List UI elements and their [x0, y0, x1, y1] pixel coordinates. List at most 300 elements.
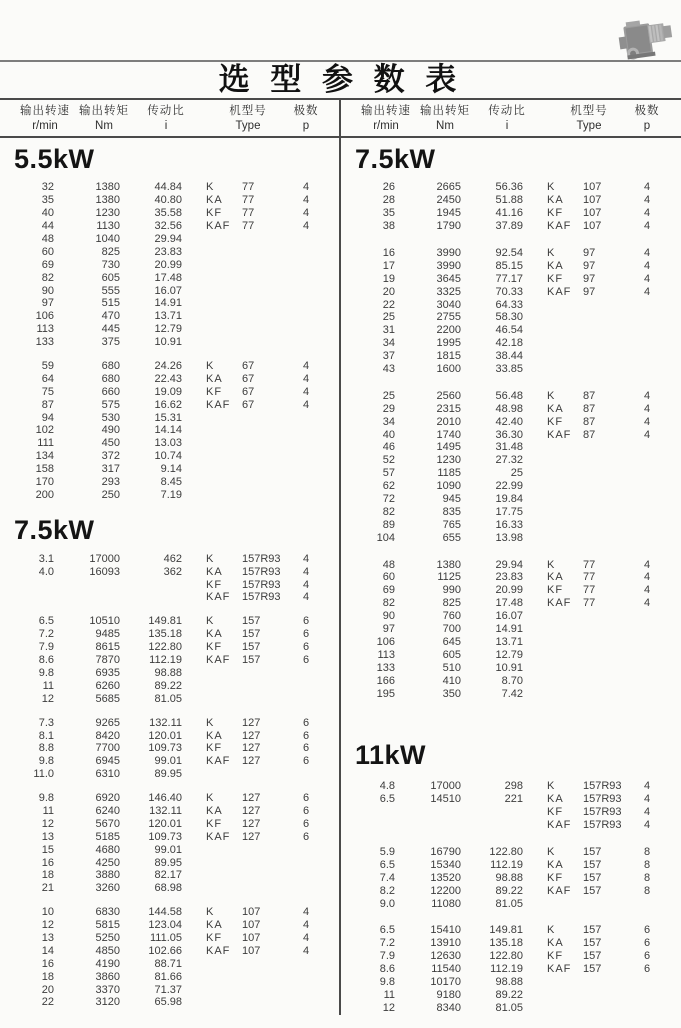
table-row: [355, 247, 681, 260]
cell-output-torque: 1600: [436, 363, 461, 376]
cell-ratio: 132.11: [149, 804, 182, 817]
cell-output-speed: 9.8: [38, 666, 54, 679]
cell-output-speed: 57: [382, 467, 395, 480]
cell-output-torque: 8615: [95, 641, 120, 654]
table-row: [355, 884, 681, 897]
cell-type-model: 157: [583, 950, 602, 963]
cell-ratio: 132.11: [149, 716, 182, 729]
cell-output-speed: 9.8: [38, 792, 54, 805]
cell-output-torque: 3370: [95, 983, 120, 996]
column-header-zh: 输出转矩: [79, 105, 129, 117]
cell-output-speed: 8.6: [379, 963, 395, 976]
cell-ratio: 122.80: [489, 845, 523, 858]
cell-ratio: 22.43: [154, 372, 182, 385]
data-column-right: [341, 138, 681, 1028]
cell-output-speed: 111: [37, 437, 54, 450]
table-row: [14, 258, 340, 271]
table-row: [14, 271, 340, 284]
cell-poles: 6: [302, 792, 310, 805]
cell-output-speed: 6.5: [379, 793, 395, 806]
cell-type-model: 77: [583, 558, 596, 571]
cell-poles: 6: [643, 950, 651, 963]
cell-output-speed: 69: [382, 584, 395, 597]
cell-type-prefix: K: [206, 906, 215, 919]
cell-type-prefix: KAF: [206, 654, 231, 667]
cell-type-prefix: KF: [547, 950, 564, 963]
cell-ratio: 44.84: [154, 181, 182, 194]
cell-ratio: 14.91: [495, 623, 523, 636]
table-row: [355, 897, 681, 910]
cell-type-model: 77: [242, 194, 255, 207]
cell-type-model: 97: [583, 259, 596, 272]
cell-output-torque: 350: [442, 687, 461, 700]
table-row: [14, 944, 340, 957]
table-row: [14, 591, 340, 604]
cell-type-model: 77: [242, 207, 255, 220]
cell-ratio: 99.01: [154, 755, 182, 768]
data-block: [14, 792, 340, 895]
cell-ratio: 135.18: [148, 628, 182, 641]
cell-type-prefix: KAF: [206, 398, 231, 411]
cell-ratio: 149.81: [489, 924, 523, 937]
cell-ratio: 68.98: [154, 882, 182, 895]
table-row: [14, 792, 340, 805]
cell-type-prefix: K: [547, 247, 556, 259]
cell-ratio: 46.54: [495, 324, 523, 337]
cell-output-torque: 9180: [436, 988, 461, 1001]
table-row: [14, 843, 340, 856]
cell-type-prefix: KF: [206, 742, 223, 755]
table-row: [14, 882, 340, 895]
table-row: [355, 780, 681, 793]
cell-type-model: 157: [242, 628, 261, 641]
cell-output-torque: 3645: [436, 272, 461, 285]
cell-output-speed: 62: [382, 480, 395, 493]
cell-output-speed: 38: [382, 220, 395, 233]
column-header-unit: r/min: [373, 120, 399, 132]
table-row: [355, 793, 681, 806]
column-header-zh: 输出转矩: [420, 105, 470, 117]
cell-ratio: 29.94: [154, 233, 182, 245]
cell-output-speed: 60: [41, 245, 54, 258]
cell-type-model: 107: [583, 220, 602, 233]
table-row: [355, 441, 681, 454]
table-row: [14, 578, 340, 591]
cell-type-model: 97: [583, 247, 596, 259]
column-header-zh: 传动比: [147, 105, 185, 117]
cell-type-model: 157: [583, 963, 602, 976]
cell-output-speed: 16: [41, 856, 54, 869]
table-row: [355, 648, 681, 661]
cell-ratio: 135.18: [489, 937, 523, 950]
cell-output-speed: 60: [382, 571, 395, 584]
cell-output-torque: 1495: [436, 441, 461, 454]
table-row: [14, 385, 340, 398]
cell-type-model: 127: [242, 755, 261, 768]
table-row: [355, 285, 681, 298]
cell-output-torque: 12200: [430, 884, 461, 897]
table-row: [14, 360, 340, 373]
cell-output-speed: 106: [376, 635, 395, 648]
cell-output-torque: 317: [101, 463, 120, 476]
cell-ratio: 144.58: [148, 906, 182, 919]
cell-output-torque: 510: [442, 661, 461, 674]
data-block: [355, 389, 681, 544]
cell-output-torque: 3120: [95, 996, 120, 1009]
cell-output-torque: 3990: [436, 247, 461, 259]
table-row: [355, 858, 681, 871]
table-row: [14, 398, 340, 411]
cell-output-torque: 375: [101, 336, 120, 349]
cell-ratio: 19.09: [154, 385, 182, 398]
cell-output-torque: 490: [101, 424, 120, 437]
table-row: [14, 768, 340, 781]
cell-output-torque: 3040: [436, 298, 461, 311]
table-row: [14, 450, 340, 463]
cell-type-model: 157: [583, 871, 602, 884]
cell-output-torque: 835: [442, 505, 461, 518]
cell-ratio: 109.73: [148, 742, 182, 755]
table-row: [355, 415, 681, 428]
cell-output-speed: 19: [382, 272, 395, 285]
cell-ratio: 89.95: [154, 856, 182, 869]
cell-poles: 4: [643, 597, 651, 610]
cell-poles: 4: [643, 272, 651, 285]
cell-poles: 4: [643, 247, 651, 259]
cell-output-torque: 760: [442, 610, 461, 623]
cell-ratio: 32.56: [154, 220, 182, 233]
cell-output-torque: 6260: [95, 679, 120, 692]
cell-output-speed: 113: [377, 648, 395, 661]
table-row: [355, 871, 681, 884]
cell-output-torque: 17000: [430, 780, 461, 793]
cell-output-torque: 1995: [436, 337, 461, 350]
cell-type-model: 127: [242, 729, 261, 742]
cell-type-prefix: KA: [547, 259, 564, 272]
cell-ratio: 17.75: [495, 505, 523, 518]
cell-output-speed: 46: [382, 441, 395, 454]
cell-ratio: 88.71: [154, 957, 182, 970]
column-headers-left: [0, 102, 340, 136]
cell-output-torque: 15410: [430, 924, 461, 937]
cell-type-model: 107: [242, 944, 261, 957]
cell-output-speed: 87: [41, 398, 54, 411]
cell-output-speed: 17: [382, 259, 395, 272]
cell-output-speed: 13: [41, 931, 54, 944]
table-row: [355, 988, 681, 1001]
cell-ratio: 31.48: [495, 441, 523, 454]
table-row: [14, 742, 340, 755]
cell-output-torque: 6920: [95, 792, 120, 805]
cell-poles: 4: [643, 819, 651, 832]
cell-output-speed: 7.3: [38, 716, 54, 729]
cell-ratio: 17.48: [154, 271, 182, 284]
cell-poles: 4: [302, 919, 310, 932]
table-row: [355, 454, 681, 467]
cell-poles: 8: [643, 871, 651, 884]
cell-type-model: 107: [242, 919, 261, 932]
cell-output-torque: 3325: [436, 285, 461, 298]
table-row: [355, 597, 681, 610]
cell-poles: 6: [643, 963, 651, 976]
cell-type-prefix: KA: [547, 937, 564, 950]
table-row: [14, 692, 340, 705]
cell-poles: 4: [302, 931, 310, 944]
table-row: [355, 937, 681, 950]
cell-type-prefix: KF: [206, 385, 223, 398]
cell-ratio: 112.19: [490, 858, 523, 871]
cell-output-torque: 6935: [95, 666, 120, 679]
cell-ratio: 42.40: [495, 415, 523, 428]
table-row: [14, 856, 340, 869]
cell-output-torque: 13910: [430, 937, 461, 950]
cell-ratio: 81.05: [495, 897, 523, 910]
cell-output-speed: 12: [41, 919, 54, 932]
cell-type-model: 127: [242, 716, 261, 729]
cell-type-prefix: K: [547, 389, 556, 402]
cell-poles: 4: [643, 793, 651, 806]
data-block: [355, 247, 681, 376]
cell-output-torque: 3880: [95, 869, 120, 882]
column-header-unit: r/min: [32, 120, 58, 132]
cell-type-prefix: KF: [206, 207, 223, 220]
cell-ratio: 12.79: [154, 323, 182, 336]
table-row: [355, 402, 681, 415]
column-header-zh: 机型号: [229, 105, 267, 117]
cell-output-torque: 605: [101, 271, 120, 284]
cell-output-speed: 9.8: [38, 755, 54, 768]
cell-output-speed: 22: [382, 298, 395, 311]
cell-ratio: 24.26: [154, 360, 182, 373]
cell-type-prefix: KF: [547, 207, 564, 220]
cell-output-speed: 48: [382, 558, 395, 571]
cell-output-torque: 555: [101, 284, 120, 297]
table-row: [14, 245, 340, 258]
cell-output-torque: 4190: [95, 957, 120, 970]
cell-ratio: 89.95: [154, 768, 182, 781]
cell-type-model: 77: [583, 584, 596, 597]
cell-type-prefix: K: [206, 552, 215, 565]
table-row: [14, 463, 340, 476]
cell-type-prefix: KAF: [206, 591, 231, 604]
cell-type-prefix: KA: [206, 729, 223, 742]
cell-type-model: 157R93: [242, 591, 281, 604]
cell-output-speed: 7.2: [38, 628, 54, 641]
cell-output-speed: 16: [382, 247, 395, 259]
cell-poles: 6: [302, 654, 310, 667]
table-row: [355, 207, 681, 220]
table-row: [355, 531, 681, 544]
cell-output-speed: 34: [382, 415, 395, 428]
cell-ratio: 112.19: [490, 963, 523, 976]
table-row: [355, 687, 681, 700]
cell-ratio: 13.71: [495, 635, 523, 648]
cell-poles: 6: [302, 641, 310, 654]
cell-poles: 6: [302, 830, 310, 843]
column-header-zh: 机型号: [570, 105, 608, 117]
table-row: [355, 636, 681, 649]
cell-output-speed: 9.8: [379, 975, 395, 988]
cell-output-speed: 82: [382, 597, 395, 610]
cell-output-speed: 7.9: [379, 950, 395, 963]
cell-output-torque: 11540: [431, 963, 461, 976]
table-row: [355, 363, 681, 376]
column-header-zh: 传动比: [488, 105, 526, 117]
cell-output-torque: 825: [442, 597, 461, 610]
cell-type-model: 107: [583, 207, 602, 220]
table-row: [14, 181, 340, 194]
cell-type-model: 67: [242, 398, 255, 411]
table-row: [14, 957, 340, 970]
cell-output-torque: 8420: [95, 729, 120, 742]
cell-type-prefix: KAF: [547, 428, 572, 441]
cell-output-speed: 158: [35, 463, 54, 476]
cell-type-prefix: K: [206, 615, 215, 628]
cell-output-speed: 7.2: [379, 937, 395, 950]
cell-ratio: 33.85: [495, 363, 523, 376]
table-row: [14, 667, 340, 680]
cell-ratio: 70.33: [495, 285, 523, 298]
cell-output-speed: 8.1: [38, 729, 54, 742]
cell-ratio: 16.33: [495, 518, 523, 531]
cell-type-prefix: K: [547, 780, 556, 793]
cell-ratio: 56.48: [495, 389, 523, 402]
cell-type-prefix: KAF: [547, 963, 572, 976]
cell-ratio: 89.22: [154, 679, 182, 692]
cell-output-torque: 6830: [95, 906, 120, 919]
table-row: [14, 996, 340, 1009]
cell-output-speed: 43: [382, 363, 395, 376]
cell-type-prefix: KF: [206, 641, 223, 654]
cell-type-model: 67: [242, 385, 255, 398]
cell-type-model: 157: [583, 937, 602, 950]
cell-output-torque: 2755: [436, 311, 461, 324]
cell-output-speed: 166: [376, 674, 395, 687]
table-row: [355, 220, 681, 233]
cell-poles: 4: [643, 207, 651, 220]
cell-output-torque: 293: [101, 476, 120, 489]
data-block: [14, 360, 340, 502]
cell-ratio: 40.80: [154, 194, 182, 207]
cell-output-torque: 6310: [95, 768, 120, 781]
cell-ratio: 35.58: [154, 207, 182, 220]
cell-ratio: 298: [504, 780, 523, 793]
cell-poles: 4: [643, 571, 651, 584]
cell-type-prefix: KAF: [547, 884, 572, 897]
cell-output-torque: 372: [101, 450, 120, 463]
cell-type-model: 127: [242, 830, 261, 843]
cell-output-torque: 1090: [436, 480, 461, 493]
table-row: [14, 220, 340, 233]
table-row: [14, 323, 340, 336]
cell-ratio: 77.17: [495, 272, 523, 285]
data-block: [355, 780, 681, 832]
cell-output-speed: 75: [41, 385, 54, 398]
cell-output-torque: 4250: [95, 856, 120, 869]
cell-output-torque: 1790: [436, 220, 461, 233]
cell-output-torque: 12630: [430, 950, 461, 963]
cell-output-speed: 34: [382, 337, 395, 350]
column-header-zh: 极数: [293, 105, 319, 117]
cell-ratio: 19.84: [495, 493, 523, 506]
cell-output-speed: 5.9: [379, 845, 395, 858]
cell-poles: 4: [643, 584, 651, 597]
cell-poles: 6: [302, 804, 310, 817]
cell-type-model: 157R93: [583, 793, 622, 806]
table-row: [14, 932, 340, 945]
table-row: [355, 298, 681, 311]
cell-poles: 4: [302, 906, 310, 919]
cell-type-model: 157R93: [242, 565, 281, 578]
cell-output-torque: 680: [101, 372, 120, 385]
cell-output-torque: 5185: [95, 830, 120, 843]
table-row: [355, 846, 681, 859]
cell-ratio: 362: [163, 565, 182, 578]
cell-ratio: 9.14: [160, 463, 182, 476]
cell-type-model: 157R93: [242, 578, 281, 591]
cell-output-speed: 29: [382, 402, 395, 415]
cell-output-speed: 97: [382, 623, 395, 636]
cell-poles: 4: [643, 194, 651, 207]
cell-output-speed: 134: [35, 450, 54, 463]
cell-type-prefix: KA: [547, 194, 564, 207]
cell-output-speed: 37: [382, 350, 395, 363]
cell-poles: 4: [302, 360, 310, 373]
cell-poles: 4: [643, 780, 651, 793]
cell-output-torque: 15340: [430, 858, 461, 871]
data-block: [14, 716, 340, 780]
cell-output-speed: 18: [41, 970, 54, 983]
table-row: [355, 924, 681, 937]
cell-output-speed: 15: [41, 843, 54, 856]
cell-type-model: 157: [242, 615, 261, 628]
cell-output-speed: 4.8: [379, 780, 395, 793]
table-row: [355, 571, 681, 584]
cell-poles: 4: [643, 285, 651, 298]
cell-output-torque: 730: [101, 258, 120, 271]
table-row: [355, 819, 681, 832]
cell-poles: 4: [302, 372, 310, 385]
cell-output-torque: 4680: [95, 843, 120, 856]
cell-output-torque: 1230: [436, 454, 461, 467]
cell-output-speed: 69: [41, 258, 54, 271]
cell-ratio: 23.83: [495, 571, 523, 584]
cell-poles: 6: [302, 817, 310, 830]
cell-type-prefix: KA: [547, 402, 564, 415]
cell-output-torque: 3260: [95, 882, 120, 895]
cell-ratio: 25: [510, 467, 523, 480]
cell-ratio: 27.32: [495, 454, 523, 467]
cell-type-model: 157R93: [583, 780, 622, 793]
table-row: [14, 284, 340, 297]
cell-ratio: 56.36: [495, 181, 523, 194]
cell-output-torque: 1380: [95, 194, 120, 207]
table-row: [14, 970, 340, 983]
cell-output-torque: 3990: [436, 259, 461, 272]
cell-output-speed: 25: [382, 389, 395, 402]
cell-output-torque: 470: [101, 310, 120, 323]
cell-type-prefix: KF: [206, 578, 223, 591]
cell-type-prefix: KAF: [206, 830, 231, 843]
cell-output-speed: 90: [382, 610, 395, 623]
cell-output-speed: 12: [41, 817, 54, 830]
table-row: [355, 337, 681, 350]
cell-ratio: 123.04: [148, 919, 182, 932]
cell-ratio: 89.22: [495, 884, 523, 897]
cell-ratio: 42.18: [495, 337, 523, 350]
cell-type-model: 157: [583, 845, 602, 858]
cell-ratio: 99.01: [154, 843, 182, 856]
